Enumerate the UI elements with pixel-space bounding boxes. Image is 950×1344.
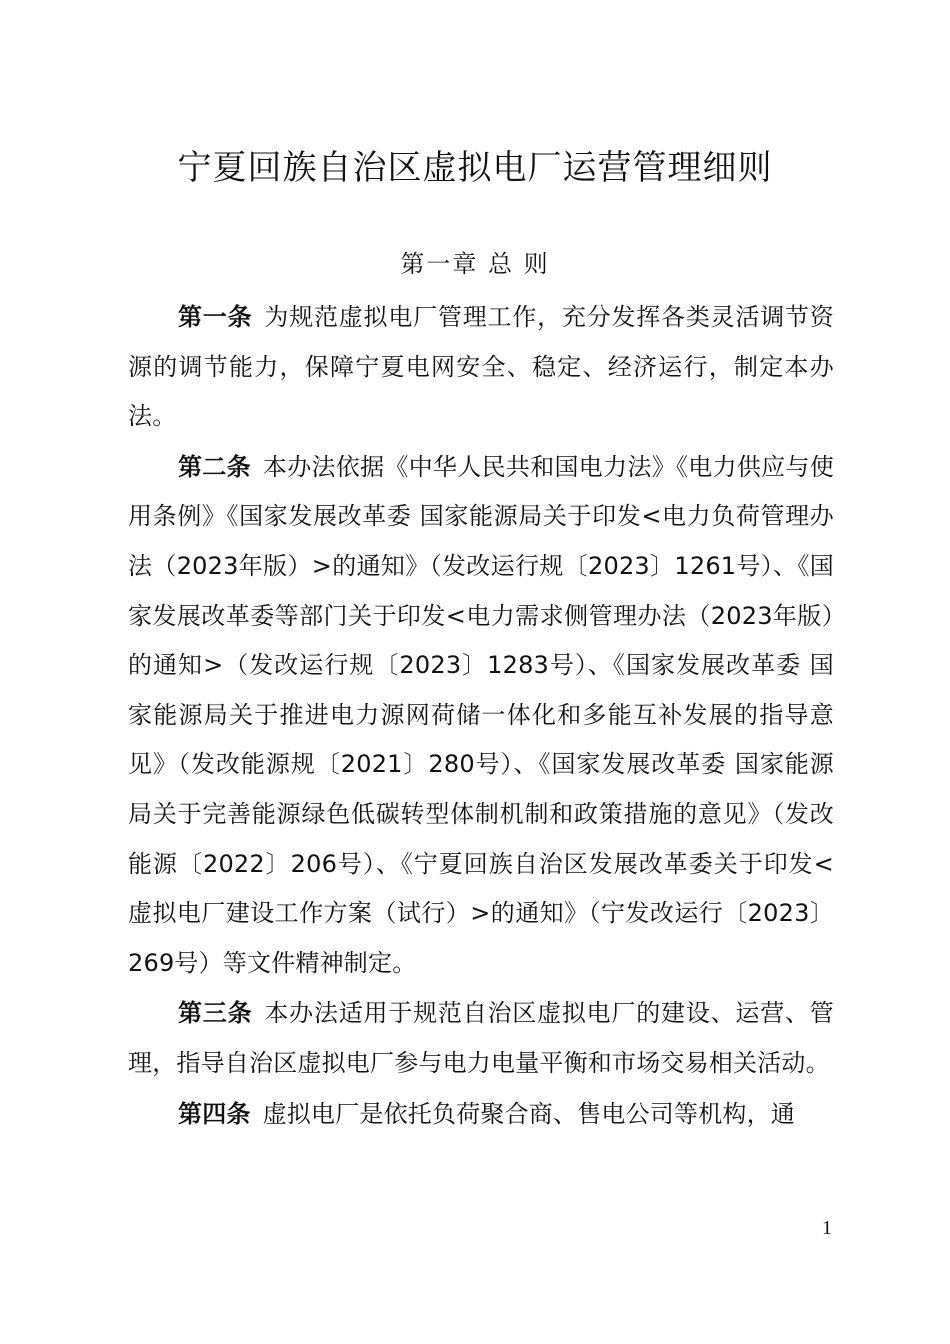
page-number: 1 [822,1217,832,1239]
chapter-heading: 第一章 总 则 [400,250,550,278]
document-title: 宁夏回族自治区虚拟电厂运营管理细则 [177,148,773,188]
article-label: 第三条 [178,999,253,1028]
document-body [128,293,834,1140]
article-text: 本办法适用于规范自治区虚拟电厂的建设、运营、管理，指导自治区虚拟电厂参与电力电量平衡和市场交易相关活动。 [128,999,834,1077]
article-2 [128,443,834,989]
article-text: 为规范虚拟电厂管理工作，充分发挥各类灵活调节资源的调节能力，保障宁夏电网安全、稳定、经济运行，制定本办法。 [128,303,834,431]
article-4 [128,1090,834,1140]
article-1 [128,293,834,442]
article-text: 本办法依据《中华人民共和国电力法》《电力供应与使用条例》《国家发展改革委 国家能源局关于印发<电力负荷管理办法（2023年版）>的通知》（发改运行规〔2023〕1261号）、《国家发展改革委等部门关于印发<电力需求侧管理办法（2023年版）的通知>（发改运行规〔2023〕1283号）、《国家发展改革委 国家能源局关于推进电力源网荷储一体化和多能互补发展的指导意见》（发改能源规〔2021〕280号）、《国家发展改革委 国家能源局关于完善能源绿色低碳转型体制机制和政策措施的意见》（发改能源〔2022〕206号）、《宁夏回族自治区发展改革委关于印发<虚拟电厂建设工作方案（试行）>的通知》（宁发改运行〔2023〕269号）等文件精神制定。 [128,452,834,977]
article-label: 第一条 [178,303,253,331]
article-label: 第四条 [178,1099,251,1128]
article-text: 虚拟电厂是依托负荷聚合商、售电公司等机构，通 [262,1099,796,1128]
article-label: 第二条 [178,452,251,481]
article-3 [128,989,834,1088]
